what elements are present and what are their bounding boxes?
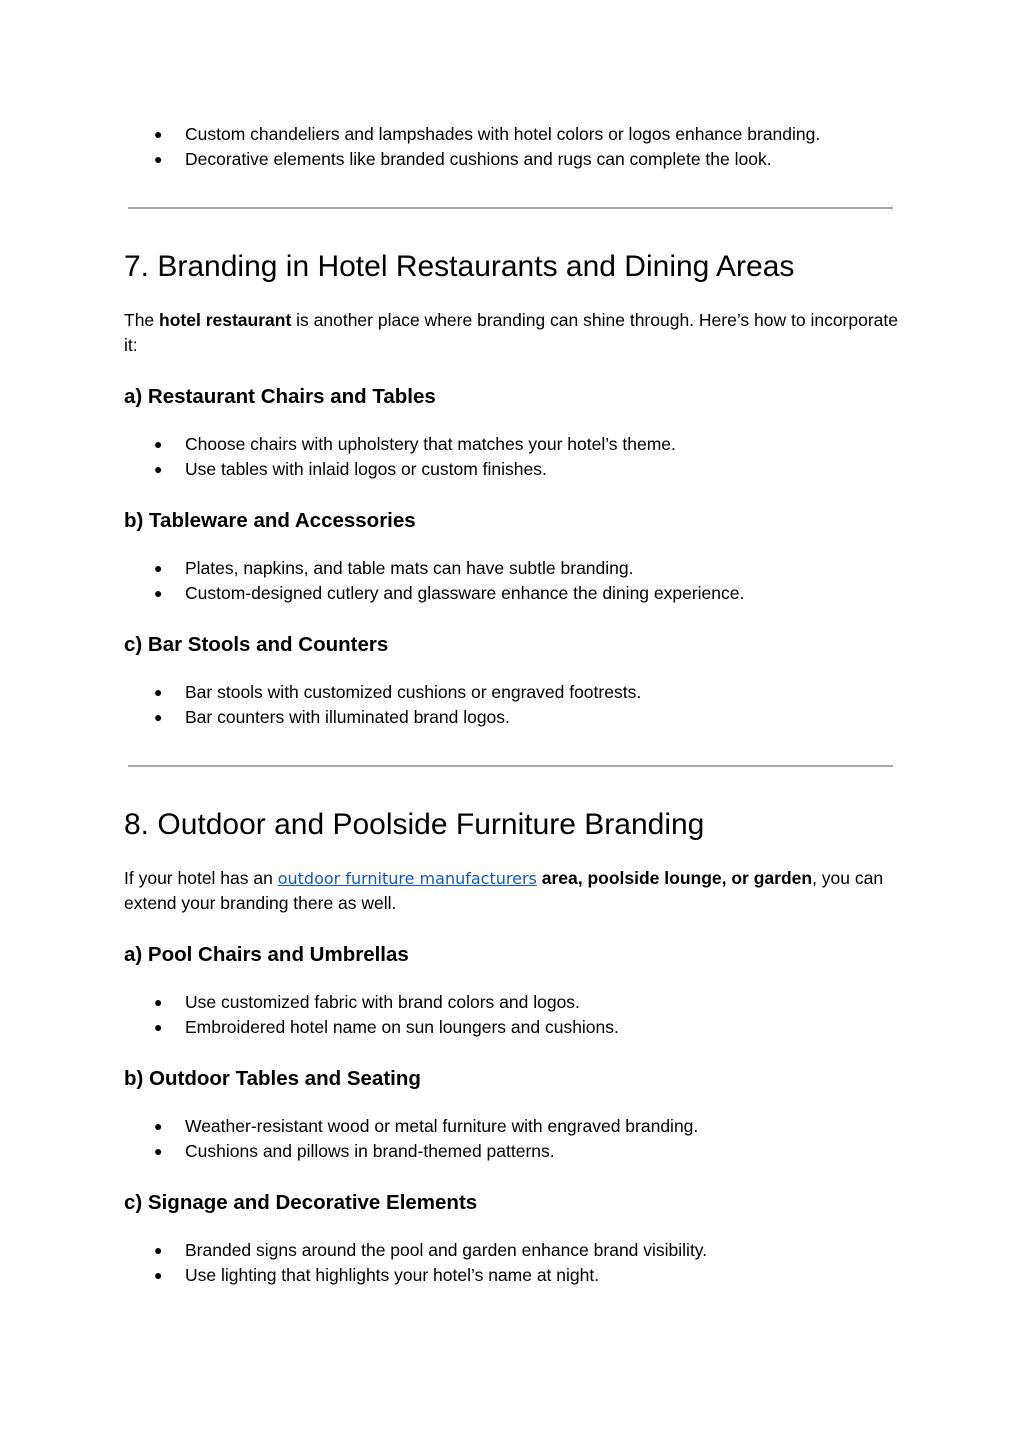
bullet-icon: ● [154,1019,163,1035]
bar-stools-list [124,680,641,730]
bullet-icon: ● [154,1118,163,1134]
bullet-icon: ● [154,684,163,700]
bullet-icon: ● [154,709,163,725]
list-item: ● Bar stools with customized cushions or engraved footrests. [124,680,641,705]
bullet-icon: ● [154,994,163,1010]
list-item: ● Use tables with inlaid logos or custom finishes. [124,457,676,482]
outdoor-furniture-link[interactable]: outdoor furniture manufacturers [277,869,537,888]
bullet-icon: ● [154,151,163,167]
list-item: ● Embroidered hotel name on sun loungers and cushions. [124,1015,619,1040]
list-item: ● Weather-resistant wood or metal furniture with engraved branding. [124,1114,698,1139]
list-item: ● Use customized fabric with brand colors and logos. [124,990,619,1015]
outdoor-tables-list [124,1114,698,1164]
subheading-tableware: b) Tableware and Accessories [124,509,416,532]
subheading-signage: c) Signage and Decorative Elements [124,1191,478,1214]
section-7-title: 7. Branding in Hotel Restaurants and Dining Areas [124,250,795,283]
bullet-icon: ● [154,436,163,452]
list-item: ● Decorative elements like branded cushions and rugs can complete the look. [124,147,820,172]
bold-term: hotel restaurant [159,310,292,330]
list-item: ● Bar counters with illuminated brand logos. [124,705,641,730]
list-item: ● Custom chandeliers and lampshades with hotel colors or logos enhance branding. [124,122,820,147]
section-7-intro: The hotel restaurant is another place where branding can shine through. Here’s how to incorporate it: [124,310,898,355]
section-8-title: 8. Outdoor and Poolside Furniture Branding [124,808,705,841]
subheading-restaurant-chairs: a) Restaurant Chairs and Tables [124,385,436,408]
bullet-icon: ● [154,560,163,576]
bullet-icon: ● [154,461,163,477]
list-item: ● Choose chairs with upholstery that matches your hotel’s theme. [124,432,676,457]
horizontal-rule [128,207,893,209]
bullet-icon: ● [154,1143,163,1159]
list-item: ● Cushions and pillows in brand-themed patterns. [124,1139,698,1164]
pool-chairs-list [124,990,619,1040]
subheading-pool-chairs: a) Pool Chairs and Umbrellas [124,943,409,966]
signage-list [124,1238,707,1288]
list-item: ● Branded signs around the pool and garden enhance brand visibility. [124,1238,707,1263]
subheading-outdoor-tables: b) Outdoor Tables and Seating [124,1067,421,1090]
bullet-icon: ● [154,1267,163,1283]
intro-list [124,122,820,172]
horizontal-rule [128,765,893,767]
list-item: ● Plates, napkins, and table mats can have subtle branding. [124,556,744,581]
tableware-list [124,556,744,606]
bullet-icon: ● [154,1242,163,1258]
subheading-bar-stools: c) Bar Stools and Counters [124,633,389,656]
section-8-intro: If your hotel has an outdoor furniture manufacturers area, poolside lounge, or garden, you can extend your branding there as well. [124,868,884,913]
list-item: ● Custom-designed cutlery and glassware enhance the dining experience. [124,581,744,606]
bold-term: area, poolside lounge, or garden [541,868,813,888]
restaurant-chairs-list [124,432,676,482]
bullet-icon: ● [154,585,163,601]
bullet-icon: ● [154,126,163,142]
list-item: ● Use lighting that highlights your hotel’s name at night. [124,1263,707,1288]
